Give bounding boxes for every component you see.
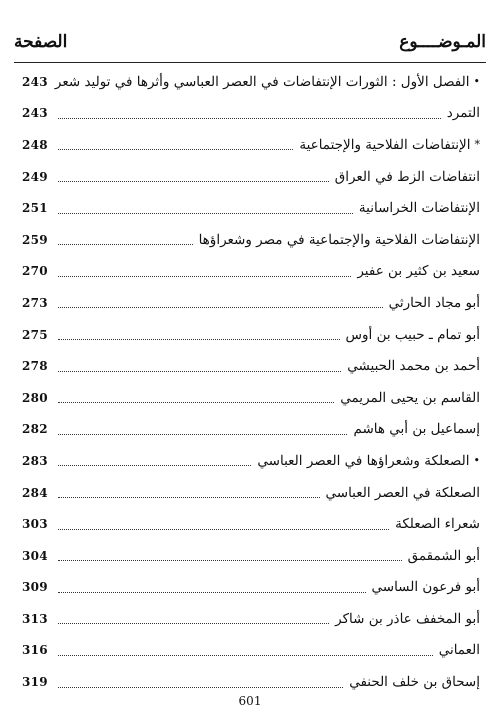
entry-page-number: 251	[22, 201, 48, 216]
dot-leader	[58, 213, 353, 214]
entry-page-number: 243	[22, 106, 48, 121]
entry-page-number: 280	[22, 390, 48, 405]
entry-bullet: *	[474, 138, 480, 152]
toc-entry[interactable]	[22, 256, 480, 288]
entry-bullet: •	[473, 75, 480, 89]
toc-entry[interactable]	[22, 98, 480, 130]
page-number: 601	[238, 694, 262, 708]
entry-title: الفصل الأول : الثورات الإنتفاضات في العصر العباسي وأثرها في توليد شعر	[54, 73, 470, 90]
toc-entry[interactable]	[22, 540, 480, 572]
dot-leader	[58, 118, 441, 119]
entry-page-number: 273	[22, 295, 48, 310]
toc-entry[interactable]	[22, 603, 480, 635]
entry-title: أبو الشمقمق	[407, 547, 480, 564]
entry-page-number: 283	[22, 453, 48, 468]
entry-bullet: •	[473, 454, 480, 468]
entry-page-number: 309	[22, 580, 48, 595]
entry-page-number: 278	[22, 359, 48, 374]
entry-page-number: 249	[22, 169, 48, 184]
entry-page-number: 316	[22, 643, 48, 658]
entry-title: الصعلكة في العصر العباسي	[325, 484, 480, 501]
dot-leader	[58, 623, 329, 624]
dot-leader	[58, 655, 433, 656]
dot-leader	[58, 465, 251, 466]
dot-leader	[58, 181, 329, 182]
entry-page-number: 304	[22, 548, 48, 563]
toc-entry[interactable]	[22, 572, 480, 604]
toc-header	[14, 32, 486, 58]
topic-column-heading: المـوضــــوع	[399, 32, 486, 52]
dot-leader	[58, 592, 366, 593]
toc-entry[interactable]	[22, 635, 480, 667]
entry-page-number: 313	[22, 611, 48, 626]
entry-title: الصعلكة وشعراؤها في العصر العباسي	[257, 452, 470, 469]
toc-entry[interactable]	[22, 66, 480, 98]
dot-leader	[58, 434, 347, 435]
toc-entry[interactable]	[22, 508, 480, 540]
entry-title: أبو مجاد الحارثي	[388, 294, 480, 311]
toc-entry[interactable]	[22, 287, 480, 319]
entry-title: انتفاضات الزط في العراق	[334, 168, 480, 185]
toc-entry[interactable]	[22, 161, 480, 193]
entry-title: القاسم بن يحيى المريمي	[340, 389, 480, 406]
dot-leader	[58, 371, 341, 372]
entry-page-number: 270	[22, 264, 48, 279]
entry-title: إسماعيل بن أبي هاشم	[353, 421, 480, 438]
toc-entry[interactable]	[22, 192, 480, 224]
entry-title: الإنتفاضات الفلاحية والإجتماعية في مصر وشعراؤها	[198, 231, 480, 248]
dot-leader	[58, 560, 402, 561]
entry-title: إسحاق بن خلف الحنفي	[349, 674, 480, 691]
entry-title: التمرد	[446, 105, 480, 122]
entry-page-number: 243	[22, 74, 48, 89]
entry-title: أبو المخفف عاذر بن شاكر	[335, 610, 480, 627]
entry-title: الإنتفاضات الفلاحية والإجتماعية	[299, 136, 471, 153]
entry-title: الإنتفاضات الخراسانية	[358, 200, 480, 217]
entry-page-number: 259	[22, 232, 48, 247]
dot-leader	[58, 529, 389, 530]
toc-entry[interactable]	[22, 350, 480, 382]
toc-entry[interactable]	[22, 224, 480, 256]
entry-page-number: 284	[22, 485, 48, 500]
entry-page-number: 303	[22, 517, 48, 532]
dot-leader	[58, 339, 340, 340]
toc-entry[interactable]	[22, 382, 480, 414]
dot-leader	[58, 497, 320, 498]
dot-leader	[58, 402, 334, 403]
dot-leader	[58, 276, 351, 277]
toc-list	[22, 66, 480, 698]
page-column-heading: الصفحة	[14, 32, 68, 52]
toc-entry[interactable]	[22, 319, 480, 351]
toc-entry[interactable]	[22, 129, 480, 161]
header-rule	[14, 62, 486, 63]
toc-entry[interactable]	[22, 414, 480, 446]
toc-entry[interactable]	[22, 477, 480, 509]
dot-leader	[58, 687, 343, 688]
entry-title: شعراء الصعلكة	[395, 516, 480, 533]
entry-title: أبو فرعون الساسي	[371, 579, 480, 596]
dot-leader	[58, 149, 293, 150]
entry-title: العماني	[438, 642, 480, 659]
entry-title: أحمد بن محمد الحبيشي	[347, 358, 480, 375]
dot-leader	[58, 307, 383, 308]
entry-page-number: 248	[22, 137, 48, 152]
entry-title: أبو تمام ـ حبيب بن أوس	[345, 326, 480, 343]
entry-page-number: 319	[22, 675, 48, 690]
dot-leader	[58, 244, 193, 245]
entry-page-number: 275	[22, 327, 48, 342]
entry-title: سعيد بن كثير بن عفير	[357, 263, 480, 280]
entry-page-number: 282	[22, 422, 48, 437]
toc-entry[interactable]	[22, 445, 480, 477]
